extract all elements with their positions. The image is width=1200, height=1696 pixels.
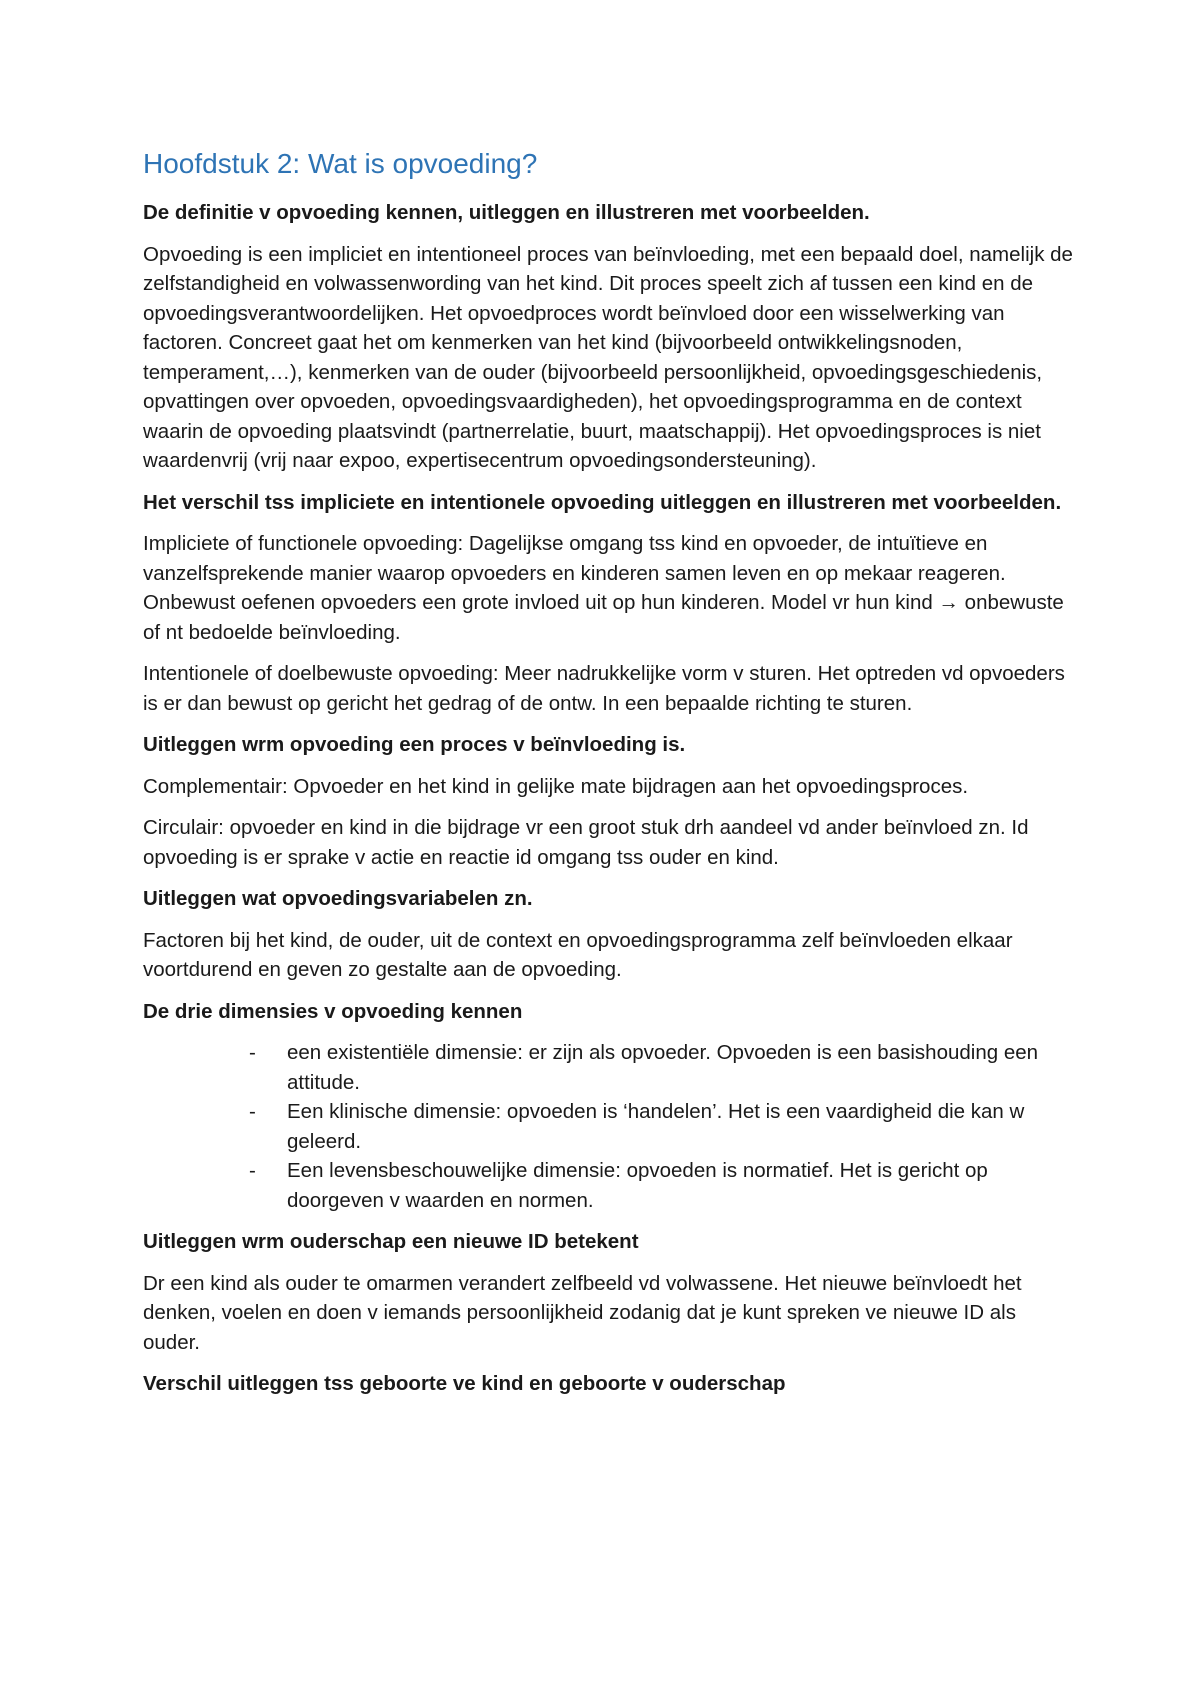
question-heading-birth-difference: Verschil uitleggen tss geboorte ve kind en geboorte v ouderschap: [143, 1372, 786, 1395]
list-item: [249, 1038, 1073, 1097]
list-item: [249, 1156, 1073, 1215]
question-heading-parenthood-identity: Uitleggen wrm ouderschap een nieuwe ID betekent: [143, 1230, 639, 1253]
question-heading-dimensions: De drie dimensies v opvoeding kennen: [143, 999, 523, 1023]
paragraph-definition: Opvoeding is een impliciet en intentioneel proces van beïnvloeding, met een bepaald doel, namelijk de zelfstandigheid en volwassenwording van het kind. Dit proces speelt zich af tussen een kind en de opvoedingsverantwoordelijken. Het opvoedproces wordt beïnvloed door een wisselwerking van factoren. Concreet gaat het om kenmerken van het kind (bijvoorbeeld ontwikkelingsnoden, temperament,…), kenmerken van de ouder (bijvoorbeeld persoonlijkheid, opvoedingsgeschiedenis, opvattingen over opvoeden, opvoedingsvaardigheden), het opvoedingsprogramma en de context waarin de opvoeding plaatsvindt (partnerrelatie, buurt, maatschappij). Het opvoedingsproces is niet waardenvrij (vrij naar expoo, expertisecentrum opvoedingsondersteuning).: [143, 242, 1073, 472]
list-item-text: Een klinische dimensie: opvoeden is ‘handelen’. Het is een vaardigheid die kan w geleerd.: [287, 1100, 1025, 1153]
page-title: Hoofdstuk 2: Wat is opvoeding?: [143, 148, 538, 179]
question-heading-implicit-intentional: Het verschil tss impliciete en intentionele opvoeding uitleggen en illustreren met voorbeelden.: [143, 490, 1062, 514]
list-item-text: een existentiële dimensie: er zijn als opvoeder. Opvoeden is een basishouding een attitude.: [287, 1041, 1039, 1094]
list-dash: -: [249, 1159, 256, 1182]
paragraph-implicit: Impliciete of functionele opvoeding: Dagelijkse omgang tss kind en opvoeder, de intuïtieve en vanzelfsprekende manier waarop opvoeders en kinderen samen leven en op mekaar reageren. Onbewust oefenen opvoeders een grote invloed uit op hun kinderen. Model vr hun kind → onbewuste of nt bedoelde beïnvloeding.: [143, 532, 1064, 644]
paragraph-intentional: Intentionele of doelbewuste opvoeding: Meer nadrukkelijke vorm v sturen. Het optreden vd opvoeders is er dan bewust op gericht het gedrag of de ontw. In een bepaalde richting te sturen.: [143, 662, 1065, 715]
list-dash: -: [249, 1041, 256, 1064]
list-item: [249, 1097, 1073, 1156]
list-dash: -: [249, 1100, 256, 1123]
question-heading-influence-process: Uitleggen wrm opvoeding een proces v beïnvloeding is.: [143, 733, 686, 756]
paragraph-parenthood-identity: Dr een kind als ouder te omarmen verandert zelfbeeld vd volwassene. Het nieuwe beïnvloedt het denken, voelen en doen v iemands persoonlijkheid zodanig dat je kunt spreken ve nieuwe ID als ouder.: [143, 1271, 1022, 1354]
document-body: [143, 198, 1073, 1411]
list-item-text: Een levensbeschouwelijke dimensie: opvoeden is normatief. Het is gericht op doorgeven v waarden en normen.: [287, 1159, 988, 1212]
paragraph-circular: Circulair: opvoeder en kind in die bijdrage vr een groot stuk drh aandeel vd ander beïnvloed zn. Id opvoeding is er sprake v actie en reactie id omgang tss ouder en kind.: [143, 816, 1029, 869]
question-heading-variables: Uitleggen wat opvoedingsvariabelen zn.: [143, 887, 533, 910]
question-heading-definition: De definitie v opvoeding kennen, uitleggen en illustreren met voorbeelden.: [143, 201, 870, 224]
paragraph-variables: Factoren bij het kind, de ouder, uit de context en opvoedingsprogramma zelf beïnvloeden elkaar voortdurend en geven zo gestalte aan de opvoeding.: [143, 928, 1013, 981]
paragraph-complementary: Complementair: Opvoeder en het kind in gelijke mate bijdragen aan het opvoedingsproces.: [143, 774, 969, 798]
dimensions-list: [143, 1038, 1073, 1215]
